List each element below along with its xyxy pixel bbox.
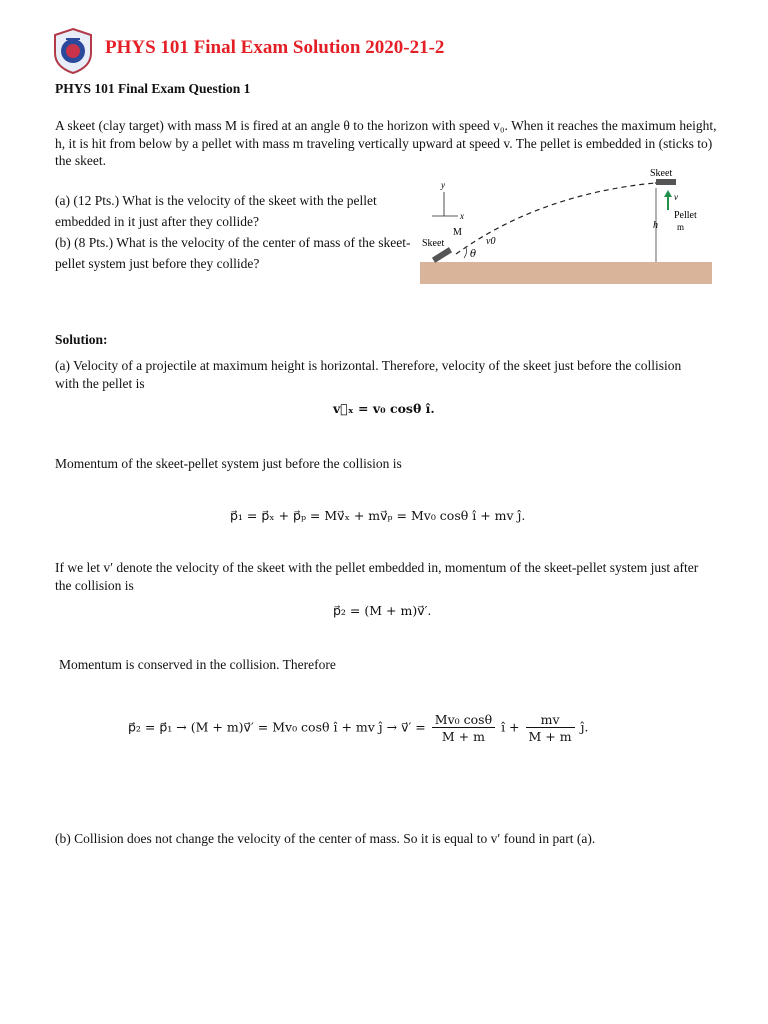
fraction-2-denominator: M + m (526, 727, 575, 744)
axis-x-label: x (460, 211, 464, 221)
question-part-b: (b) (8 Pts.) What is the velocity of the center of mass of the skeet-pellet system just before they collide? (55, 235, 411, 271)
momentum-before-text: Momentum of the skeet-pellet system just before the collision is (55, 456, 402, 471)
equation-3: p⃗₂ = (M + m)v⃗′. (333, 603, 432, 618)
fraction-1 (432, 712, 495, 744)
pellet-label: Pellet (674, 210, 697, 221)
question-part-a: (a) (12 Pts.) What is the velocity of the skeet with the pellet embedded in it just after they collide? (55, 193, 377, 229)
solution-part-b: (b) Collision does not change the velocity of the center of mass. So it is equal to v′ found in part (a). (55, 831, 596, 846)
axis-y-label: y (441, 180, 445, 190)
question-parts (55, 190, 415, 274)
equation-2: p⃗₁ = p⃗ₓ + p⃗ₚ = Mv⃗ₓ + mv⃗ₚ = Mv₀ cosθ î + mv ĵ. (230, 508, 526, 523)
solution-a-intro: (a) Velocity of a projectile at maximum height is horizontal. Therefore, velocity of the skeet just before the collision with the pellet is (55, 358, 682, 391)
fraction-1-numerator: Mv₀ cosθ (434, 712, 493, 727)
skeet-bottom-label: Skeet (422, 238, 445, 249)
equation-4-mid: î + (501, 719, 520, 735)
let-v-prime-text: If we let v′ denote the velocity of the skeet with the pellet embedded in, momentum of the skeet-pellet system just after the collision is (55, 560, 699, 593)
university-logo (52, 27, 94, 75)
equation-4-end: ĵ. (580, 719, 589, 735)
speed-label: v0 (486, 236, 496, 247)
equation-4-left: p⃗₂ = p⃗₁ → (M + m)v⃗′ = Mv₀ cosθ î + mv ĵ → v⃗′ = (128, 719, 426, 735)
skeet-top-label: Skeet (650, 168, 673, 179)
fraction-1-denominator: M + m (432, 727, 495, 744)
pellet-speed-label: v (674, 192, 678, 202)
question-intro: A skeet (clay target) with mass M is fired at an angle θ to the horizon with speed v₀. When it reaches the maximum height, h, it is hit from below by a pellet with mass m traveling vertically upward at speed v. The pellet is embedded in (sticks to) the skeet. (55, 118, 717, 168)
fraction-2 (526, 712, 575, 744)
skeet-launch (432, 247, 452, 263)
solution-heading: Solution: (55, 332, 108, 347)
page-title: PHYS 101 Final Exam Solution 2020-21-2 (105, 37, 445, 58)
height-label: h (653, 220, 658, 231)
mass-label: M (453, 227, 462, 238)
skeet-diagram (420, 162, 712, 288)
conservation-text: Momentum is conserved in the collision. Therefore (59, 657, 336, 672)
equation-1: v⃗ₓ = v₀ cosθ î. (333, 401, 435, 416)
ground (420, 262, 712, 284)
question-title: PHYS 101 Final Exam Question 1 (55, 81, 251, 96)
angle-label: θ (470, 249, 477, 260)
equation-4 (128, 712, 588, 744)
skeet-top (656, 179, 676, 185)
pellet-mass-label: m (677, 222, 685, 232)
fraction-2-numerator: mv (540, 712, 560, 727)
